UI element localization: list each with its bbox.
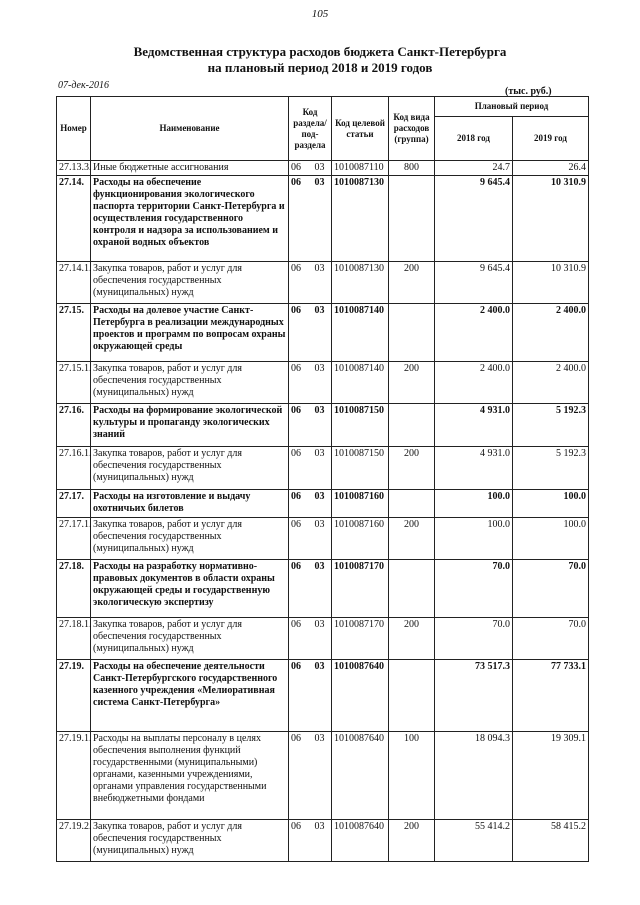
row-value-2019: 10 310.9 <box>513 262 589 304</box>
section-code: 06 <box>291 448 301 459</box>
row-name: Закупка товаров, работ и услуг для обеспечения государственных (муниципальных) нужд <box>91 820 289 862</box>
row-number: 27.16. <box>57 404 91 447</box>
section-code: 06 <box>291 821 301 832</box>
table-row <box>57 660 589 732</box>
row-value-2019: 26.4 <box>513 161 589 176</box>
subsection-code: 03 <box>314 448 325 459</box>
document-title <box>60 44 580 76</box>
table-row <box>57 490 589 518</box>
row-value-2019: 5 192.3 <box>513 447 589 490</box>
row-name: Расходы на разработку нормативно-правовых документов в области охраны окружающей среды и государственную экологическую экспертизу <box>91 560 289 618</box>
units-label: (тыс. руб.) <box>505 86 552 97</box>
row-target-code: 1010087130 <box>332 176 389 262</box>
row-name: Закупка товаров, работ и услуг для обеспечения государственных (муниципальных) нужд <box>91 518 289 560</box>
row-kind-code: 200 <box>389 262 435 304</box>
subsection-code: 03 <box>314 405 325 416</box>
row-value-2019: 100.0 <box>513 518 589 560</box>
row-value-2018: 73 517.3 <box>435 660 513 732</box>
row-target-code: 1010087150 <box>332 447 389 490</box>
header-target-code: Код целевой статьи <box>332 97 389 161</box>
section-code: 06 <box>291 491 301 502</box>
row-value-2019: 10 310.9 <box>513 176 589 262</box>
row-number: 27.19.1. <box>57 732 91 820</box>
header-planning-period: Плановый период <box>435 97 589 117</box>
row-value-2018: 100.0 <box>435 490 513 518</box>
budget-table <box>56 96 589 862</box>
row-number: 27.17. <box>57 490 91 518</box>
row-target-code: 1010087150 <box>332 404 389 447</box>
table-row <box>57 447 589 490</box>
row-value-2019: 100.0 <box>513 490 589 518</box>
row-section-code <box>289 362 332 404</box>
subsection-code: 03 <box>314 619 325 630</box>
row-section-code <box>289 262 332 304</box>
section-code: 06 <box>291 519 301 530</box>
row-kind-code: 200 <box>389 820 435 862</box>
row-value-2019: 77 733.1 <box>513 660 589 732</box>
table-row <box>57 161 589 176</box>
table-row <box>57 518 589 560</box>
row-number: 27.17.1. <box>57 518 91 560</box>
row-target-code: 1010087140 <box>332 362 389 404</box>
row-target-code: 1010087140 <box>332 304 389 362</box>
header-section-code: Код раздела/ под-раздела <box>289 97 332 161</box>
section-code: 06 <box>291 363 301 374</box>
row-value-2019: 70.0 <box>513 560 589 618</box>
header-year-2019: 2019 год <box>513 117 589 161</box>
row-kind-code <box>389 176 435 262</box>
row-target-code: 1010087160 <box>332 490 389 518</box>
row-number: 27.16.1. <box>57 447 91 490</box>
row-name: Закупка товаров, работ и услуг для обеспечения государственных (муниципальных) нужд <box>91 447 289 490</box>
subsection-code: 03 <box>314 519 325 530</box>
section-code: 06 <box>291 733 301 744</box>
row-kind-code <box>389 404 435 447</box>
row-section-code <box>289 490 332 518</box>
row-section-code <box>289 304 332 362</box>
section-code: 06 <box>291 561 301 572</box>
row-section-code <box>289 161 332 176</box>
row-value-2018: 4 931.0 <box>435 447 513 490</box>
row-value-2018: 2 400.0 <box>435 304 513 362</box>
row-value-2018: 18 094.3 <box>435 732 513 820</box>
row-number: 27.15. <box>57 304 91 362</box>
section-code: 06 <box>291 661 301 672</box>
row-name: Расходы на формирование экологической культуры и пропаганду экологических знаний <box>91 404 289 447</box>
subsection-code: 03 <box>314 821 325 832</box>
row-name: Иные бюджетные ассигнования <box>91 161 289 176</box>
row-kind-code <box>389 560 435 618</box>
table-row <box>57 262 589 304</box>
row-section-code <box>289 560 332 618</box>
row-value-2018: 100.0 <box>435 518 513 560</box>
row-value-2019: 2 400.0 <box>513 304 589 362</box>
row-kind-code: 100 <box>389 732 435 820</box>
row-value-2019: 19 309.1 <box>513 732 589 820</box>
title-line-2: на плановый период 2018 и 2019 годов <box>207 60 433 75</box>
row-value-2019: 2 400.0 <box>513 362 589 404</box>
row-number: 27.18. <box>57 560 91 618</box>
row-target-code: 1010087170 <box>332 560 389 618</box>
table-row <box>57 304 589 362</box>
subsection-code: 03 <box>314 491 325 502</box>
row-name: Расходы на изготовление и выдачу охотничьих билетов <box>91 490 289 518</box>
row-section-code <box>289 518 332 560</box>
row-name: Расходы на долевое участие Санкт-Петербурга в реализации международных проектов и программ по вопросам охраны окружающей среды <box>91 304 289 362</box>
row-value-2018: 70.0 <box>435 618 513 660</box>
row-target-code: 1010087160 <box>332 518 389 560</box>
subsection-code: 03 <box>314 363 325 374</box>
row-kind-code <box>389 660 435 732</box>
table-row <box>57 732 589 820</box>
row-number: 27.14.1. <box>57 262 91 304</box>
table-row <box>57 176 589 262</box>
row-kind-code: 200 <box>389 447 435 490</box>
table-row <box>57 560 589 618</box>
section-code: 06 <box>291 305 301 316</box>
row-target-code: 1010087110 <box>332 161 389 176</box>
row-number: 27.18.1. <box>57 618 91 660</box>
table-row <box>57 404 589 447</box>
section-code: 06 <box>291 619 301 630</box>
header-kind-code: Код вида расходов (группа) <box>389 97 435 161</box>
subsection-code: 03 <box>314 661 325 672</box>
row-target-code: 1010087170 <box>332 618 389 660</box>
row-value-2018: 24.7 <box>435 161 513 176</box>
section-code: 06 <box>291 405 301 416</box>
row-section-code <box>289 404 332 447</box>
row-value-2018: 55 414.2 <box>435 820 513 862</box>
row-number: 27.19. <box>57 660 91 732</box>
row-value-2018: 9 645.4 <box>435 176 513 262</box>
row-value-2019: 70.0 <box>513 618 589 660</box>
row-value-2018: 9 645.4 <box>435 262 513 304</box>
row-kind-code <box>389 304 435 362</box>
table-row <box>57 618 589 660</box>
subsection-code: 03 <box>314 162 325 173</box>
title-line-1: Ведомственная структура расходов бюджета Санкт-Петербурга <box>133 44 507 59</box>
subsection-code: 03 <box>314 305 325 316</box>
row-name: Закупка товаров, работ и услуг для обеспечения государственных (муниципальных) нужд <box>91 362 289 404</box>
header-name: Наименование <box>91 97 289 161</box>
row-value-2018: 70.0 <box>435 560 513 618</box>
row-kind-code: 800 <box>389 161 435 176</box>
table-body <box>57 161 589 862</box>
subsection-code: 03 <box>314 733 325 744</box>
row-kind-code: 200 <box>389 618 435 660</box>
row-number: 27.19.2. <box>57 820 91 862</box>
row-section-code <box>289 732 332 820</box>
row-kind-code: 200 <box>389 362 435 404</box>
row-number: 27.15.1. <box>57 362 91 404</box>
table-row <box>57 820 589 862</box>
row-target-code: 1010087130 <box>332 262 389 304</box>
row-section-code <box>289 820 332 862</box>
section-code: 06 <box>291 263 301 274</box>
page-number: 105 <box>311 8 329 20</box>
row-section-code <box>289 618 332 660</box>
row-name: Закупка товаров, работ и услуг для обеспечения государственных (муниципальных) нужд <box>91 618 289 660</box>
row-name: Расходы на обеспечение функционирования экологического паспорта территории Санкт-Петербурга и осуществления государственного контроля и надзора за использованием и охраной водных объектов <box>91 176 289 262</box>
row-value-2018: 2 400.0 <box>435 362 513 404</box>
row-value-2019: 5 192.3 <box>513 404 589 447</box>
subsection-code: 03 <box>314 263 325 274</box>
subsection-code: 03 <box>314 177 325 188</box>
row-value-2018: 4 931.0 <box>435 404 513 447</box>
row-section-code <box>289 660 332 732</box>
row-section-code <box>289 447 332 490</box>
section-code: 06 <box>291 177 301 188</box>
section-code: 06 <box>291 162 301 173</box>
document-date: 07-дек-2016 <box>58 80 109 91</box>
header-year-2018: 2018 год <box>435 117 513 161</box>
row-value-2019: 58 415.2 <box>513 820 589 862</box>
row-target-code: 1010087640 <box>332 732 389 820</box>
row-target-code: 1010087640 <box>332 660 389 732</box>
row-kind-code: 200 <box>389 518 435 560</box>
header-number: Номер <box>57 97 91 161</box>
row-kind-code <box>389 490 435 518</box>
row-number: 27.14. <box>57 176 91 262</box>
row-number: 27.13.3. <box>57 161 91 176</box>
row-name: Расходы на обеспечение деятельности Санкт-Петербургского государственного казенного учреждения «Мелиоративная система Санкт-Петербурга» <box>91 660 289 732</box>
subsection-code: 03 <box>314 561 325 572</box>
row-section-code <box>289 176 332 262</box>
row-name: Расходы на выплаты персоналу в целях обеспечения выполнения функций государственными (муниципальными) органами, казенными учреждениями, органами управления государственными внебюджетными фондами <box>91 732 289 820</box>
table-row <box>57 362 589 404</box>
row-target-code: 1010087640 <box>332 820 389 862</box>
row-name: Закупка товаров, работ и услуг для обеспечения государственных (муниципальных) нужд <box>91 262 289 304</box>
